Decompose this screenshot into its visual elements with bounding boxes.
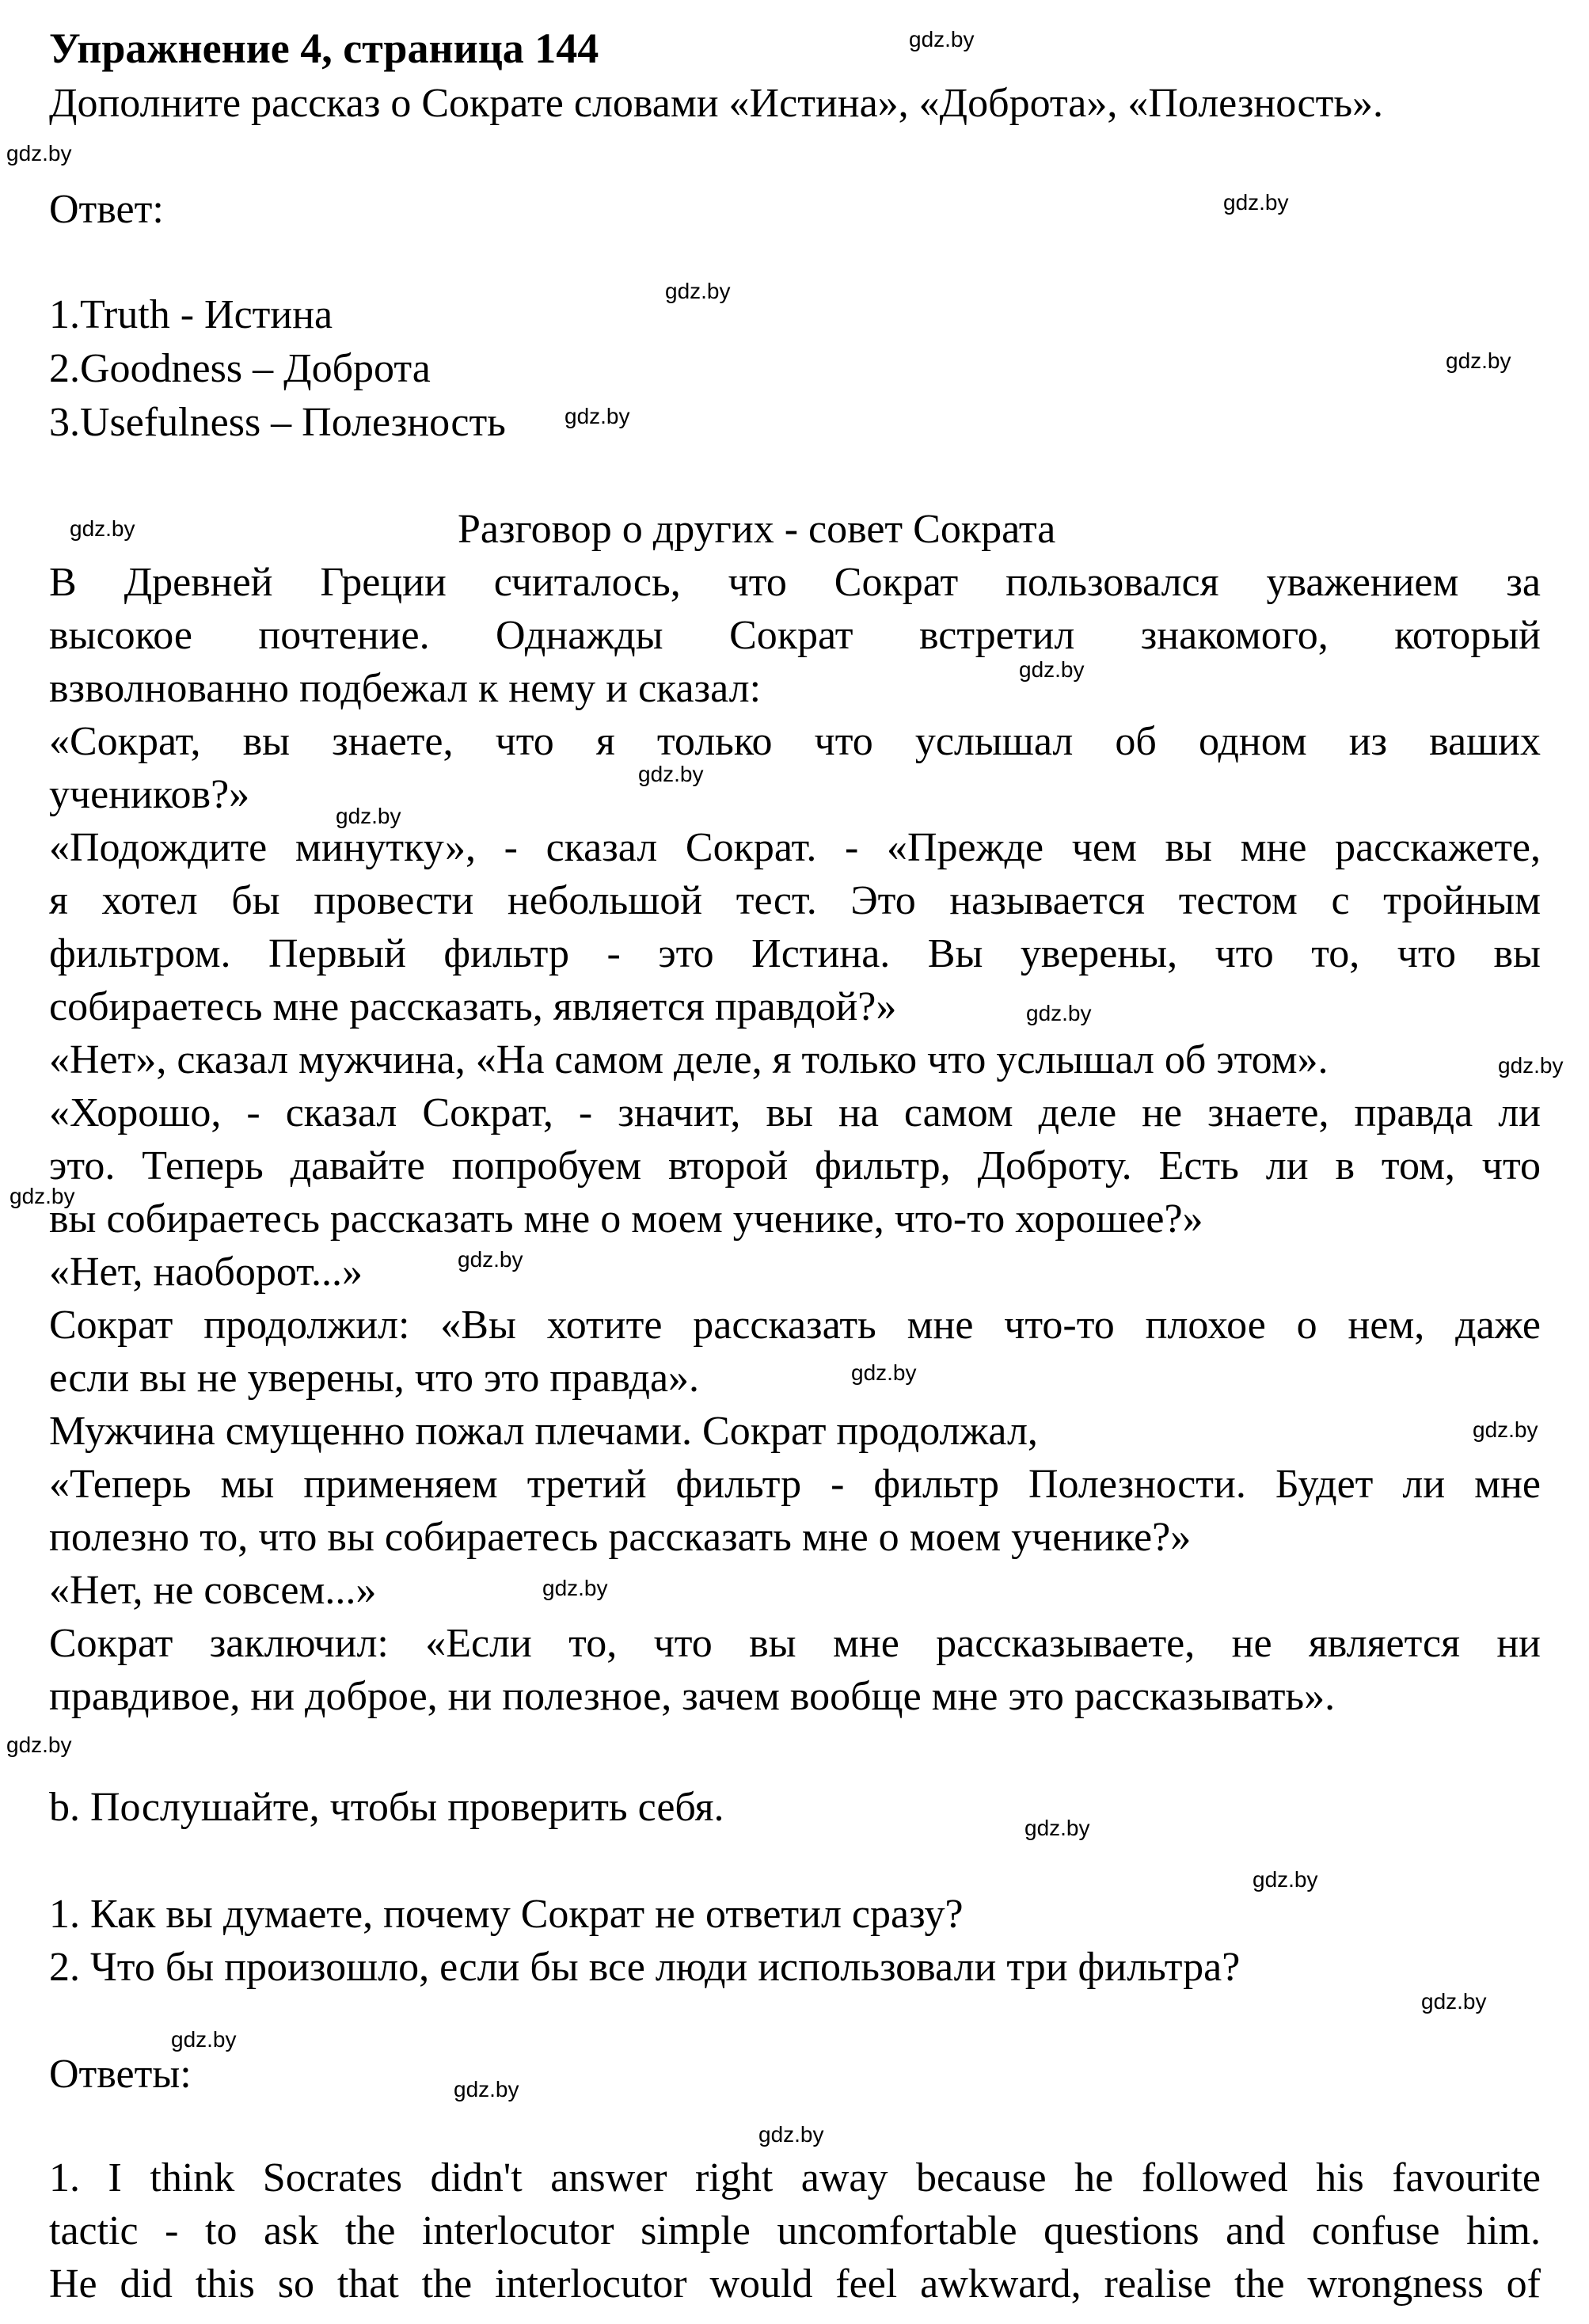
question-2: 2. Что бы произошло, если бы все люди использовали три фильтра? (49, 1945, 1241, 1990)
watermark: gdz.by (542, 1576, 608, 1600)
story-line: «Теперь мы применяем третий фильтр - фильтр Полезности. Будет ли мне (49, 1462, 1541, 1507)
watermark: gdz.by (6, 1733, 72, 1757)
story-line: если вы не уверены, что это правда». (49, 1356, 700, 1401)
story-line: Мужчина смущенно пожал плечами. Сократ продолжал, (49, 1409, 1038, 1454)
watermark: gdz.by (1421, 1989, 1487, 2014)
watermark: gdz.by (1473, 1417, 1538, 1442)
story-line: «Нет, наоборот...» (49, 1249, 363, 1295)
watermark: gdz.by (171, 2027, 237, 2052)
story-line: вы собираетесь рассказать мне о моем ученике, что-то хорошее?» (49, 1196, 1203, 1242)
story-line: В Древней Греции считалось, что Сократ пользовался уважением за (49, 560, 1541, 605)
watermark: gdz.by (336, 804, 401, 828)
story-line: высокое почтение. Однажды Сократ встретил знакомого, который (49, 613, 1541, 658)
story-line: фильтром. Первый фильтр - это Истина. Вы уверены, что то, что вы (49, 931, 1541, 976)
answer-item-2: 2.Goodness – Доброта (49, 346, 431, 391)
watermark: gdz.by (1223, 190, 1289, 215)
story-line: я хотел бы провести небольшой тест. Это называется тестом с тройным (49, 878, 1541, 923)
watermark: gdz.by (70, 516, 135, 541)
watermark: gdz.by (1498, 1053, 1564, 1078)
story-line: «Сократ, вы знаете, что я только что услышал об одном из ваших (49, 719, 1541, 764)
watermark: gdz.by (1253, 1867, 1318, 1892)
answer-item-3: 3.Usefulness – Полезность (49, 400, 506, 445)
answer-text-line: 1. I think Socrates didn't answer right away because he followed his favourite (49, 2155, 1541, 2200)
watermark: gdz.by (6, 141, 72, 165)
story-line: правдивое, ни доброе, ни полезное, зачем вообще мне это рассказывать». (49, 1674, 1336, 1719)
answer-item-1: 1.Truth - Истина (49, 292, 333, 337)
watermark: gdz.by (565, 404, 630, 428)
watermark: gdz.by (458, 1247, 523, 1272)
watermark: gdz.by (665, 279, 731, 303)
answer-label: Ответ: (49, 187, 164, 232)
answer-text-line: He did this so that the interlocutor would feel awkward, realise the wrongness of (49, 2261, 1541, 2307)
listen-task: b. Послушайте, чтобы проверить себя. (49, 1785, 724, 1830)
story-line: полезно то, что вы собираетесь рассказать мне о моем ученике?» (49, 1515, 1192, 1560)
watermark: gdz.by (10, 1184, 75, 1208)
watermark: gdz.by (454, 2077, 519, 2101)
question-1: 1. Как вы думаете, почему Сократ не ответил сразу? (49, 1892, 964, 1937)
story-line: Сократ продолжил: «Вы хотите рассказать мне что-то плохое о нем, даже (49, 1303, 1541, 1348)
watermark: gdz.by (909, 27, 975, 51)
story-line: взволнованно подбежал к нему и сказал: (49, 666, 762, 711)
story-line: «Нет, не совсем...» (49, 1568, 377, 1613)
watermark: gdz.by (1024, 1816, 1090, 1840)
watermark: gdz.by (638, 762, 704, 786)
exercise-title: Упражнение 4, страница 144 (49, 25, 599, 72)
watermark: gdz.by (851, 1360, 917, 1385)
watermark: gdz.by (1026, 1001, 1092, 1025)
story-line: «Нет», сказал мужчина, «На самом деле, я только что услышал об этом». (49, 1037, 1329, 1082)
task-text: Дополните рассказ о Сократе словами «Истина», «Доброта», «Полезность». (49, 81, 1384, 126)
answers-label: Ответы: (49, 2052, 192, 2097)
story-line: учеников?» (49, 772, 250, 817)
story-line: «Подождите минутку», - сказал Сократ. - «Прежде чем вы мне расскажете, (49, 825, 1541, 870)
story-line: это. Теперь давайте попробуем второй фильтр, Доброту. Есть ли в том, что (49, 1143, 1541, 1189)
story-heading: Разговор о других - совет Сократа (458, 507, 1056, 552)
answer-text-line: tactic - to ask the interlocutor simple uncomfortable questions and confuse him. (49, 2208, 1541, 2254)
watermark: gdz.by (1019, 657, 1085, 682)
watermark: gdz.by (1446, 348, 1511, 373)
story-line: собираетесь мне рассказать, является правдой?» (49, 984, 897, 1029)
story-line: «Хорошо, - сказал Сократ, - значит, вы на самом деле не знаете, правда ли (49, 1090, 1541, 1135)
story-line: Сократ заключил: «Если то, что вы мне рассказываете, не является ни (49, 1621, 1541, 1666)
watermark: gdz.by (758, 2122, 824, 2147)
